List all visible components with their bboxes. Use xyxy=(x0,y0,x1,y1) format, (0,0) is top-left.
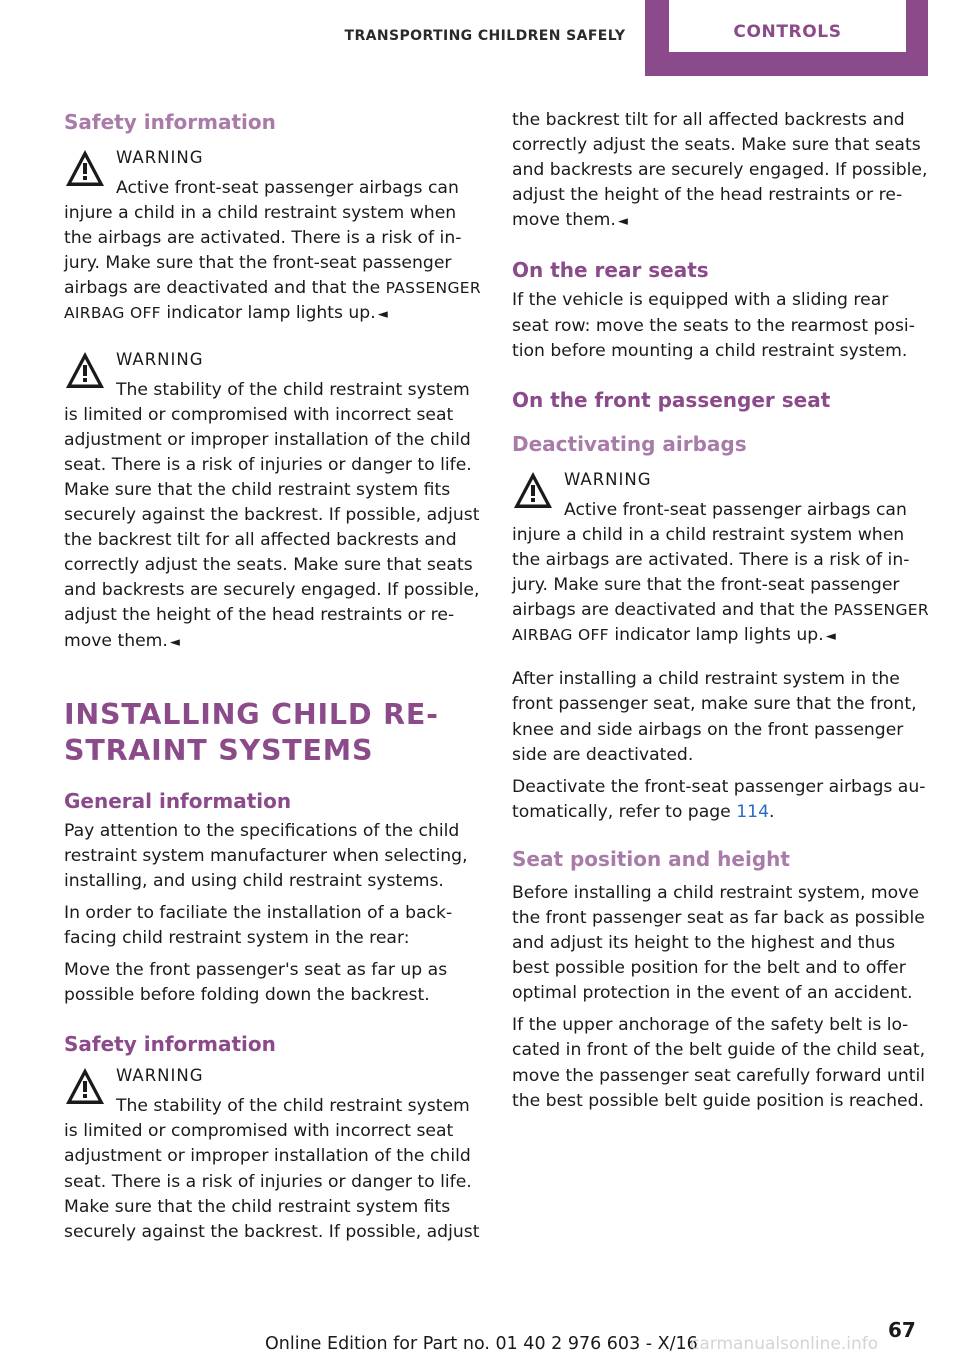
watermark: carmanualsonline.info xyxy=(690,1334,879,1354)
warning-text: The stability of the child restraint system is limited or compromised with incorrect seat adjustment or improper installation of the child seat. There is a risk of injuries or danger to life. Make sure that the child restraint system fits securely against the backrest. If possible, adjust xyxy=(64,1096,480,1242)
continued-warning-text xyxy=(512,108,930,234)
indicator-name: PASSENGER AIRBAG OFF xyxy=(64,279,481,323)
rear-seats-heading: On the rear seats xyxy=(512,258,709,283)
warning-label: WARNING xyxy=(564,469,652,489)
warning-label: WARNING xyxy=(116,349,204,369)
end-marker: ◄ xyxy=(617,214,628,230)
seat-position-heading: Seat position and height xyxy=(512,846,790,871)
chapter-tab-label: CONTROLS xyxy=(733,22,842,42)
warning-label: WARNING xyxy=(116,148,204,167)
seat-position-paragraph: If the upper anchorage of the safety belt is located in front of the belt guide of the child seat, move the passenger seat carefully forward until the best possible belt guide position is reached. xyxy=(512,1015,926,1111)
general-paragraph: Pay attention to the specifications of the child restraint system manufacturer when selecting, installing, and using child restraint systems. xyxy=(64,820,468,891)
page-number: 67 xyxy=(888,1318,916,1342)
deactivate-text: Deactivate the front-seat passenger airbags automatically, refer to page xyxy=(512,776,926,822)
end-marker: ◄ xyxy=(377,307,388,323)
warning-box-4 xyxy=(512,466,930,650)
edition-note: Online Edition for Part no. 01 40 2 976 603 - X/16 xyxy=(265,1334,698,1354)
end-marker: ◄ xyxy=(169,634,180,650)
safety-heading-2: Safety information xyxy=(64,1032,276,1057)
warning-triangle-icon xyxy=(512,470,554,510)
warning-box-3 xyxy=(64,1062,482,1245)
warning-triangle-icon xyxy=(64,350,106,390)
warning-box-2 xyxy=(64,346,482,655)
chapter-tab-inner xyxy=(669,0,906,52)
seat-position-paragraph: Before installing a child restraint system, move the front passenger seat as far back as possible and adjust its height to the highest and thus best possible position for the belt and to offer optimal protection in the event of an accident. xyxy=(512,882,925,1004)
deactivate-text-end: . xyxy=(769,801,775,822)
chapter-tab[interactable] xyxy=(645,0,928,76)
warning-text-tail: indicator lamp lights up. xyxy=(160,303,376,324)
right-column xyxy=(512,108,930,1121)
page-footer xyxy=(0,1318,960,1362)
indicator-name: PASSENGER AIRBAG OFF xyxy=(512,601,929,645)
warning-text: Active front-seat passenger airbags can injure a child in a child restraint system when the airbags are activated. There is a risk of injury. Make sure that the front-seat passenger airbags are deactivated and that the xyxy=(512,499,910,621)
front-seat-heading: On the front passenger seat xyxy=(512,387,831,412)
general-paragraph: Move the front passenger's seat as far up as possible before folding down the backrest. xyxy=(64,960,448,1006)
deactivate-paragraph xyxy=(512,775,930,825)
warning-box-1 xyxy=(64,144,482,328)
chapter-title: INSTALLING CHILD RESTRAINT SYSTEMS xyxy=(64,697,438,767)
warning-text: Active front-seat passenger airbags can injure a child in a child restraint system when the airbags are activated. There is a risk of injury. Make sure that the front-seat passenger airbags are deactivated and that the xyxy=(64,178,462,299)
general-info-heading: General information xyxy=(64,788,292,813)
rear-seats-paragraph: If the vehicle is equipped with a sliding rear seat row: move the seats to the rearmost position before mounting a child restraint system. xyxy=(512,290,915,361)
warning-triangle-icon xyxy=(64,148,106,188)
safety-heading-1: Safety information xyxy=(64,110,276,134)
end-marker: ◄ xyxy=(825,629,836,645)
warning-triangle-icon xyxy=(64,1066,106,1106)
deactivating-airbags-heading: Deactivating airbags xyxy=(512,431,747,456)
page-header xyxy=(0,0,960,76)
general-paragraph: In order to faciliate the installation of a backfacing child restraint system in the rear: xyxy=(64,902,453,948)
warning-label: WARNING xyxy=(116,1066,204,1086)
warning-text: The stability of the child restraint system is limited or compromised with incorrect seat adjustment or improper installation of the child seat. There is a risk of injuries or danger to life. Make sure that the child restraint system fits securely against the backrest. If possible, adjust the backrest tilt for all affected backrests and correctly adjust the seats. Make sure that seats and backrests are securely engaged. If possible, adjust the height of the head restraints or remove them. xyxy=(64,379,480,651)
page-reference-link[interactable]: 114 xyxy=(736,801,770,822)
section-title: TRANSPORTING CHILDREN SAFELY xyxy=(344,28,626,44)
after-install-paragraph: After installing a child restraint system in the front passenger seat, make sure that the front, knee and side airbags on the front passenger side are deactivated. xyxy=(512,669,917,765)
continued-text: the backrest tilt for all affected backrests and correctly adjust the seats. Make sure that seats and backrests are securely engaged. If possible, adjust the height of the head restraints or remove them. xyxy=(512,110,928,231)
warning-text-tail: indicator lamp lights up. xyxy=(608,625,824,646)
left-column xyxy=(64,108,482,1263)
